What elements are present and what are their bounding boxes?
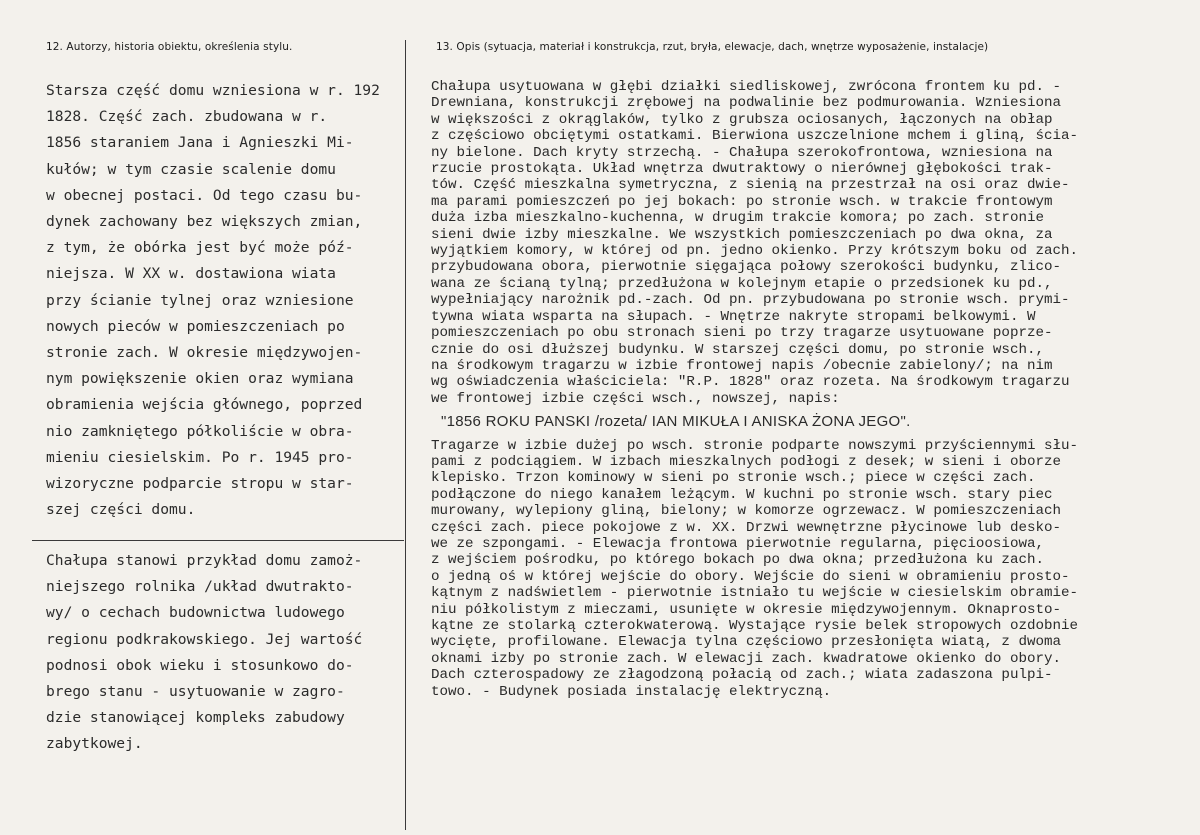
text-line: nowych pieców w pomieszczeniach po — [46, 317, 345, 335]
text-line: oknami izby po stronie zach. W elewacji zach. kwadratowe okienko do obory. — [431, 650, 1062, 667]
text-line: z częściowo obciętymi ostatkami. Bierwiona uszczelnione mchem i gliną, ścia- — [431, 128, 1079, 145]
text-line: podłączone do niego kanałem leżącym. W kuchni po stronie wsch. stary piec — [431, 486, 1053, 503]
text-line: wg oświadczenia właściciela: "R.P. 1828" oraz rozeta. Na środkowym tragarzu — [431, 374, 1070, 391]
text-line: wypełniający narożnik pd.-zach. Od pn. przybudowana po stronie wsch. prymi- — [431, 292, 1070, 309]
text-line: wyjątkiem komory, w której od pn. jedno okienko. Przy krótszym boku od zach. — [431, 243, 1079, 260]
text-line: kątne ze stolarką czterokwaterową. Wystające rysie belek stropowych ozdobnie — [431, 618, 1079, 634]
text-line: nym powiększenie okien oraz wymiana — [46, 370, 354, 388]
text-line: w obecnej postaci. Od tego czasu bu- — [46, 186, 363, 204]
text-line: regionu podkrakowskiego. Jej wartość — [46, 630, 363, 648]
history-text — [46, 78, 406, 523]
description-text — [431, 79, 1196, 700]
text-line: Dach czterospadowy ze złagodzoną połacią od zach.; wiata zadaszona pulpi- — [431, 667, 1053, 684]
text-line: dynek zachowany bez większych zmian, — [46, 213, 363, 231]
text-line: dzie stanowiącej kompleks zabudowy — [46, 709, 345, 727]
text-line: niejszego rolnika /układ dwutrakto- — [46, 578, 354, 596]
text-line: części zach. piece pokojowe z w. XX. Drzwi wewnętrzne płycinowe lub desko- — [431, 519, 1062, 536]
text-line: murowany, wylepiony gliną, bielony; w komorze ogrzewacz. W pomieszczeniach — [431, 503, 1062, 520]
text-line: klepisko. Trzon kominowy w sieni po stronie wsch.; piece w części zach. — [431, 470, 1036, 487]
text-line: z wejściem pośrodku, po którego bokach po dwa okna; przedłużona ku zach. — [431, 552, 1044, 569]
text-line: przybudowana obora, pierwotnie sięgająca połowy szerokości budynku, zlico- — [431, 259, 1062, 276]
text-line: kątnym z nadświetlem - pierwotnie istniało tu wejście w ciesielskim obramie- — [431, 585, 1079, 602]
section-13-header: 13. Opis (sytuacja, materiał i konstrukcja, rzut, bryła, elewacje, dach, wnętrze wyposażenie, instalacje) — [436, 41, 989, 53]
text-line: na środkowym tragarzu w izbie frontowej napis /obecnie zabielony/; na nim — [431, 357, 1053, 374]
text-line: tywna wiata wsparta na słupach. - Wnętrze nakryte stropami belkowymi. W — [431, 308, 1036, 325]
beam-inscription: "1856 ROKU PANSKI /rozeta/ IAN MIKUŁA I ANISKA ŻONA JEGO". — [441, 413, 911, 431]
text-line: 1828. Część zach. zbudowana w r. — [46, 108, 328, 126]
text-line: wana ze ścianą tylną; przedłużona w kolejnym etapie o przedsionek ku pd., — [431, 275, 1053, 292]
text-line: obramienia wejścia głównego, poprzed — [46, 396, 363, 414]
text-line: Chałupa stanowi przykład domu zamoż- — [46, 552, 363, 569]
text-line: Tragarze w izbie dużej po wsch. stronie podparte nowszymi przyściennymi słu- — [431, 437, 1079, 454]
text-line: sieni dwie izby mieszkalne. We wszystkich pomieszczeniach po dwa okna, za — [431, 226, 1053, 243]
text-line: brego stanu - usytuowanie w zagro- — [46, 683, 345, 701]
section-12-header: 12. Autorzy, historia obiektu, określenia stylu. — [46, 41, 293, 53]
text-line: niejsza. W XX w. dostawiona wiata — [46, 265, 336, 283]
text-line: rzucie prostokąta. Układ wnętrza dwutraktowy o nierównej głębokości trak- — [431, 161, 1053, 178]
text-line: niu półkolistym z mieczami, usunięte w okresie międzywojennym. Oknaprosto- — [431, 601, 1062, 618]
text-line: o jedną oś w której wejście do obory. Wejście do sieni w obramieniu prosto- — [431, 568, 1070, 585]
text-line: podnosi obok wieku i stosunkowo do- — [46, 656, 354, 674]
text-line: we ze szpongami. - Elewacja frontowa pierwotnie regularna, pięcioosiowa, — [431, 535, 1044, 552]
text-line: wizoryczne podparcie stropu w star- — [46, 475, 354, 493]
text-line: 1856 staraniem Jana i Agnieszki Mi- — [46, 134, 354, 152]
text-line: przy ścianie tylnej oraz wzniesione — [46, 291, 354, 309]
text-line: w większości z okrąglaków, tylko z grubsza ociosanych, łączonych na obłap — [431, 111, 1053, 128]
text-line: Starsza część domu wzniesiona w r. 192 — [46, 82, 380, 99]
text-line: we frontowej izbie części wsch., nowszej, napis: — [431, 390, 840, 407]
text-line: towo. - Budynek posiada instalację elektryczną. — [431, 683, 832, 700]
text-line: cznie do osi dłuższej budynku. W starszej części domu, po stronie wsch., — [431, 341, 1044, 358]
text-line: z tym, że obórka jest być może póź- — [46, 239, 354, 257]
text-line: Chałupa usytuowana w głębi działki siedliskowej, zwrócona frontem ku pd. - — [431, 79, 1062, 95]
text-line: ma parami pomieszczeń po jej bokach: po stronie wsch. w trakcie frontowym — [431, 193, 1053, 210]
text-line: pomieszczeniach po obu stronach sieni po trzy tragarze usytuowane poprze- — [431, 325, 1053, 342]
text-line: wy/ o cechach budownictwa ludowego — [46, 604, 345, 622]
section-divider — [32, 540, 404, 541]
text-line: ny bielone. Dach kryty strzechą. - Chałupa szerokofrontowa, wzniesiona na — [431, 144, 1053, 161]
text-line: zabytkowej. — [46, 735, 143, 753]
text-line: pami z podciągiem. W izbach mieszkalnych podłogi z desek; w sieni i oborze — [431, 453, 1062, 470]
style-assessment-text — [46, 548, 406, 758]
text-line: stronie zach. W okresie międzywojen- — [46, 344, 363, 362]
text-line: szej części domu. — [46, 501, 196, 519]
text-line: duża izba mieszkalno-kuchenna, w drugim trakcie komora; po zach. stronie — [431, 210, 1044, 227]
text-line: mieniu ciesielskim. Po r. 1945 pro- — [46, 448, 354, 466]
text-line: Drewniana, konstrukcji zrębowej na podwalinie bez podmurowania. Wzniesiona — [431, 95, 1062, 112]
text-line: kułów; w tym czasie scalenie domu — [46, 160, 336, 178]
text-line: tów. Część mieszkalna symetryczna, z sienią na przestrzał na osi oraz dwie- — [431, 177, 1070, 194]
text-line: wycięte, profilowane. Elewacja tylna częściowo przesłonięta wiatą, z dwoma — [431, 634, 1062, 651]
text-line: nio zamkniętego półkoliście w obra- — [46, 422, 354, 440]
